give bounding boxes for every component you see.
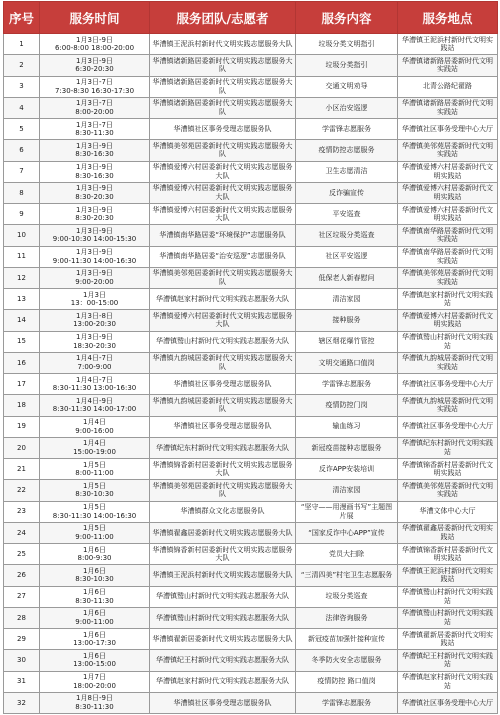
- cell-service-content: 接种服务: [296, 310, 398, 331]
- table-row: [4, 437, 498, 458]
- table-row: [4, 289, 498, 310]
- cell-service-content: 反诈APP安装培训: [296, 459, 398, 480]
- cell-service-team: 华漕镇社区事务受理志愿服务队: [150, 692, 296, 713]
- table-row: [4, 395, 498, 416]
- cell-service-team: 华漕镇九韵城居委新时代文明实践志愿服务大队: [150, 395, 296, 416]
- cell-service-team: 华漕镇鹫山村新时代文明实践志愿服务大队: [150, 331, 296, 352]
- cell-service-team: 华漕镇鹫山村新时代文明实践志愿服务大队: [150, 586, 296, 607]
- cell-number: 23: [4, 501, 40, 522]
- cell-service-time: 1月3日-9日 9:00-20:00: [40, 267, 150, 288]
- table-row: [4, 607, 498, 628]
- cell-service-place: 华漕镇翟新居委新时代文明实践站: [398, 629, 498, 650]
- cell-service-place: 华漕镇社区事务受理中心大厅: [398, 119, 498, 140]
- cell-service-place: 华漕镇诸新路居委新时代文明实践站: [398, 97, 498, 118]
- cell-service-content: “国家反诈中心APP”宣传: [296, 522, 398, 543]
- cell-service-content: 新冠疫苗接种志愿服务: [296, 437, 398, 458]
- cell-service-place: 华漕镇美邻苑居委新时代文明实践站: [398, 267, 498, 288]
- cell-service-team: 华漕镇美邻苑居委新时代文明实践志愿服务大队: [150, 480, 296, 501]
- cell-service-team: 华漕镇翟新居委新时代文明实践志愿服务大队: [150, 629, 296, 650]
- cell-service-content: 社区平安巡逻: [296, 246, 398, 267]
- cell-service-time: 1月4日-9日 8:30-11:30 14:00-17:00: [40, 395, 150, 416]
- cell-service-time: 1月7日 18:00-20:00: [40, 671, 150, 692]
- cell-service-content: 低保老人新春慰问: [296, 267, 398, 288]
- cell-service-time: 1月3日-9日 8:30-16:30: [40, 161, 150, 182]
- table-row: [4, 55, 498, 76]
- cell-service-place: 华漕镇翟鑫居委新时代文明实践站: [398, 522, 498, 543]
- cell-service-team: 华漕镇诸新路居委新时代文明实践志愿服务大队: [150, 76, 296, 97]
- cell-service-team: 华漕镇爱博六村居委新时代文明实践志愿服务大队: [150, 161, 296, 182]
- cell-service-time: 1月5日 8:00-11:00: [40, 459, 150, 480]
- table-row: [4, 310, 498, 331]
- cell-service-content: 卫生志愿清洁: [296, 161, 398, 182]
- cell-service-place: 华漕镇赵家村新时代文明实践站: [398, 671, 498, 692]
- cell-service-team: 华漕镇锦香新村居委新时代文明实践志愿服务大队: [150, 459, 296, 480]
- cell-service-time: 1月3日-9日 8:30-16:30: [40, 140, 150, 161]
- cell-service-place: 华漕镇社区事务受理中心大厅: [398, 374, 498, 395]
- cell-service-time: 1月5日 8:30-10:30: [40, 480, 150, 501]
- cell-number: 31: [4, 671, 40, 692]
- cell-service-team: 华漕镇纪东村新时代文明实践志愿服务大队: [150, 437, 296, 458]
- cell-service-content: 冬季防火安全志愿服务: [296, 650, 398, 671]
- cell-service-place: 华漕镇社区事务受理中心大厅: [398, 416, 498, 437]
- table-row: [4, 629, 498, 650]
- cell-service-place: 华漕镇纪东村新时代文明实践站: [398, 437, 498, 458]
- cell-service-time: 1月3日-7日 7:30-8:30 16:30-17:30: [40, 76, 150, 97]
- table-row: [4, 565, 498, 586]
- cell-service-place: 华漕镇爱博六村居委新时代文明实践站: [398, 310, 498, 331]
- cell-number: 13: [4, 289, 40, 310]
- cell-service-content: 疫情防控门岗: [296, 395, 398, 416]
- table-row: [4, 501, 498, 522]
- cell-service-content: 学雷锋志愿服务: [296, 692, 398, 713]
- cell-service-time: 1月3日-9日 8:30-20:30: [40, 204, 150, 225]
- table-row: [4, 119, 498, 140]
- cell-service-time: 1月3日 13：00-15:00: [40, 289, 150, 310]
- cell-number: 22: [4, 480, 40, 501]
- table-row: [4, 544, 498, 565]
- table-row: [4, 225, 498, 246]
- cell-service-place: 华漕文体中心大厅: [398, 501, 498, 522]
- cell-service-time: 1月6日 13:00-15:00: [40, 650, 150, 671]
- cell-service-place: 华漕镇赵家村新时代文明实践站: [398, 289, 498, 310]
- cell-number: 2: [4, 55, 40, 76]
- cell-service-team: 华漕镇群众文化志愿服务队: [150, 501, 296, 522]
- cell-number: 29: [4, 629, 40, 650]
- cell-service-team: 华漕镇爱博六村居委新时代文明实践志愿服务大队: [150, 204, 296, 225]
- cell-number: 1: [4, 34, 40, 55]
- cell-number: 26: [4, 565, 40, 586]
- cell-service-team: 华漕镇社区事务受理志愿服务队: [150, 416, 296, 437]
- cell-service-time: 1月4日-7日 7:00-9:00: [40, 352, 150, 373]
- cell-service-place: 华漕镇南华路居委新时代文明实践站: [398, 246, 498, 267]
- cell-service-place: 华漕镇爱博六村居委新时代文明实践站: [398, 204, 498, 225]
- cell-service-time: 1月3日-7日 8:30-11:30: [40, 119, 150, 140]
- cell-number: 28: [4, 607, 40, 628]
- table-row: [4, 204, 498, 225]
- cell-number: 3: [4, 76, 40, 97]
- cell-number: 30: [4, 650, 40, 671]
- cell-number: 21: [4, 459, 40, 480]
- cell-number: 16: [4, 352, 40, 373]
- table-body: [4, 34, 498, 714]
- cell-service-time: 1月6日 8:00-9:30: [40, 544, 150, 565]
- cell-service-content: 小区治安巡逻: [296, 97, 398, 118]
- cell-number: 5: [4, 119, 40, 140]
- cell-service-team: 华漕镇爱博六村居委新时代文明实践志愿服务大队: [150, 310, 296, 331]
- cell-number: 20: [4, 437, 40, 458]
- cell-service-place: 华漕镇美邻苑居委新时代文明实践站: [398, 480, 498, 501]
- cell-service-place: 华漕镇美邻苑居委新时代文明实践站: [398, 140, 498, 161]
- table-row: [4, 331, 498, 352]
- cell-service-team: 华漕镇锦香新村居委新时代文明实践志愿服务大队: [150, 544, 296, 565]
- cell-number: 4: [4, 97, 40, 118]
- table-row: [4, 480, 498, 501]
- table-row: [4, 76, 498, 97]
- cell-service-content: 学雷锋志愿服务: [296, 374, 398, 395]
- cell-service-time: 1月5日 9:00-11:00: [40, 522, 150, 543]
- table-row: [4, 459, 498, 480]
- cell-service-place: 华漕镇诸新路居委新时代文明实践站: [398, 55, 498, 76]
- cell-service-team: 华漕镇赵家村新时代文明实践志愿服务大队: [150, 289, 296, 310]
- cell-service-content: 平安巡查: [296, 204, 398, 225]
- cell-service-time: 1月3日-9日 18:30-20:30: [40, 331, 150, 352]
- cell-service-content: 新冠疫苗加强针接种宣传: [296, 629, 398, 650]
- cell-number: 24: [4, 522, 40, 543]
- cell-service-time: 1月8日-9日 8:30-11:30: [40, 692, 150, 713]
- cell-service-content: 疫情防控 路口值岗: [296, 671, 398, 692]
- cell-service-time: 1月3日-9日 9:00-11:30 14:00-16:30: [40, 246, 150, 267]
- cell-service-team: 华漕镇王泥浜村新时代文明实践志愿服务大队: [150, 565, 296, 586]
- cell-service-time: 1月4日 9:00-16:00: [40, 416, 150, 437]
- cell-service-place: 华漕镇社区事务受理中心大厅: [398, 692, 498, 713]
- cell-number: 25: [4, 544, 40, 565]
- cell-service-place: 华漕镇王泥浜村新时代文明实践站: [398, 565, 498, 586]
- cell-service-time: 1月6日 8:30-10:30: [40, 565, 150, 586]
- cell-service-team: 华漕镇美邻苑居委新时代文明实践志愿服务大队: [150, 140, 296, 161]
- cell-service-time: 1月3日-9日 6:30-20:30: [40, 55, 150, 76]
- cell-service-team: 华漕镇南华路居委“治安巡逻”志愿服务队: [150, 246, 296, 267]
- cell-service-team: 华漕镇诸新路居委新时代文明实践志愿服务大队: [150, 97, 296, 118]
- cell-number: 6: [4, 140, 40, 161]
- table-row: [4, 374, 498, 395]
- cell-service-place: 华漕镇鹫山村新时代文明实践站: [398, 331, 498, 352]
- cell-service-time: 1月3日-9日 8:30-20:30: [40, 182, 150, 203]
- cell-number: 12: [4, 267, 40, 288]
- cell-service-content: “三清四美”村宅卫生志愿服务: [296, 565, 398, 586]
- cell-service-team: 华漕镇南华路居委“环境保护”志愿服务队: [150, 225, 296, 246]
- cell-service-content: 社区垃圾分类巡查: [296, 225, 398, 246]
- cell-service-time: 1月3日-9日 9:00-10:30 14:00-15:30: [40, 225, 150, 246]
- cell-service-place: 华漕镇九韵城居委新时代文明实践站: [398, 352, 498, 373]
- table-row: [4, 416, 498, 437]
- table-row: [4, 650, 498, 671]
- cell-service-content: 清洁家园: [296, 480, 398, 501]
- table-row: [4, 267, 498, 288]
- cell-service-content: 党员大扫除: [296, 544, 398, 565]
- cell-number: 10: [4, 225, 40, 246]
- cell-number: 9: [4, 204, 40, 225]
- cell-service-content: 文明交通路口值岗: [296, 352, 398, 373]
- cell-number: 17: [4, 374, 40, 395]
- cell-service-time: 1月5日 8:30-11:30 14:00-16:30: [40, 501, 150, 522]
- cell-service-team: 华漕镇翟鑫居委新时代文明实践志愿服务大队: [150, 522, 296, 543]
- cell-number: 27: [4, 586, 40, 607]
- cell-service-team: 华漕镇社区事务受理志愿服务队: [150, 119, 296, 140]
- header-row: [4, 2, 498, 34]
- cell-service-team: 华漕镇社区事务受理志愿服务队: [150, 374, 296, 395]
- cell-service-team: 华漕镇鹫山村新时代文明实践志愿服务大队: [150, 607, 296, 628]
- cell-service-team: 华漕镇赵家村新时代文明实践志愿服务大队: [150, 671, 296, 692]
- header-place: 服务地点: [398, 2, 498, 34]
- cell-service-content: 交通文明劝导: [296, 76, 398, 97]
- cell-service-team: 华漕镇纪王村新时代文明实践志愿服务大队: [150, 650, 296, 671]
- table-header: [4, 2, 498, 34]
- cell-service-content: 辖区烟花爆竹管控: [296, 331, 398, 352]
- cell-service-content: 垃圾分类文明指引: [296, 34, 398, 55]
- cell-service-content: 垃圾分类指引: [296, 55, 398, 76]
- table-row: [4, 692, 498, 713]
- cell-number: 14: [4, 310, 40, 331]
- cell-service-place: 华漕镇南华路居委新时代文明实践站: [398, 225, 498, 246]
- cell-service-place: 华漕镇纪王村新时代文明实践站: [398, 650, 498, 671]
- cell-number: 7: [4, 161, 40, 182]
- header-team: 服务团队/志愿者: [150, 2, 296, 34]
- cell-service-content: 法律咨询服务: [296, 607, 398, 628]
- cell-service-time: 1月6日 13:00-17:30: [40, 629, 150, 650]
- table-row: [4, 161, 498, 182]
- table-row: [4, 97, 498, 118]
- cell-service-time: 1月6日 9:00-11:00: [40, 607, 150, 628]
- cell-service-time: 1月3日-8日 13:00-20:30: [40, 310, 150, 331]
- cell-service-content: 反诈骗宣传: [296, 182, 398, 203]
- schedule-table: [3, 1, 498, 714]
- cell-service-time: 1月6日 8:30-11:30: [40, 586, 150, 607]
- cell-service-place: 华漕镇爱博六村居委新时代文明实践站: [398, 182, 498, 203]
- table-row: [4, 140, 498, 161]
- cell-service-time: 1月3日-7日 8:00-20:00: [40, 97, 150, 118]
- cell-service-place: 华漕镇九韵城居委新时代文明实践站: [398, 395, 498, 416]
- cell-number: 15: [4, 331, 40, 352]
- cell-service-place: 北青公路纪翟路: [398, 76, 498, 97]
- cell-service-content: 学雷锋志愿服务: [296, 119, 398, 140]
- cell-service-place: 华漕镇锦香新村居委新时代文明实践站: [398, 459, 498, 480]
- cell-service-team: 华漕镇九韵城居委新时代文明实践志愿服务大队: [150, 352, 296, 373]
- cell-service-team: 华漕镇诸新路居委新时代文明实践志愿服务大队: [150, 55, 296, 76]
- cell-number: 18: [4, 395, 40, 416]
- table-row: [4, 34, 498, 55]
- cell-service-place: 华漕镇锦香新村居委新时代文明实践站: [398, 544, 498, 565]
- table-row: [4, 522, 498, 543]
- table-row: [4, 182, 498, 203]
- cell-number: 11: [4, 246, 40, 267]
- cell-service-team: 华漕镇美邻苑居委新时代文明实践志愿服务大队: [150, 267, 296, 288]
- cell-service-team: 华漕镇王泥浜村新时代文明实践志愿服务大队: [150, 34, 296, 55]
- header-content: 服务内容: [296, 2, 398, 34]
- header-time: 服务时间: [40, 2, 150, 34]
- cell-service-time: 1月4日 15:00-19:00: [40, 437, 150, 458]
- cell-service-content: “坚守——用漫画书写”主题图片展: [296, 501, 398, 522]
- cell-service-content: 垃圾分类巡查: [296, 586, 398, 607]
- cell-service-team: 华漕镇爱博六村居委新时代文明实践志愿服务大队: [150, 182, 296, 203]
- cell-number: 19: [4, 416, 40, 437]
- cell-service-content: 疫情防控志愿服务: [296, 140, 398, 161]
- cell-number: 32: [4, 692, 40, 713]
- cell-service-content: 输血练习: [296, 416, 398, 437]
- table-row: [4, 352, 498, 373]
- cell-service-place: 华漕镇王泥浜村新时代文明实践站: [398, 34, 498, 55]
- cell-number: 8: [4, 182, 40, 203]
- table-row: [4, 671, 498, 692]
- cell-service-place: 华漕镇鹫山村新时代文明实践站: [398, 607, 498, 628]
- header-no: 序号: [4, 2, 40, 34]
- table-row: [4, 586, 498, 607]
- cell-service-time: 1月3日-9日 6:00-8:00 18:00-20:00: [40, 34, 150, 55]
- cell-service-time: 1月4日-7日 8:30-11:30 13:00-16:30: [40, 374, 150, 395]
- cell-service-place: 华漕镇鹫山村新时代文明实践站: [398, 586, 498, 607]
- table-row: [4, 246, 498, 267]
- cell-service-place: 华漕镇爱博六村居委新时代文明实践站: [398, 161, 498, 182]
- cell-service-content: 清洁家园: [296, 289, 398, 310]
